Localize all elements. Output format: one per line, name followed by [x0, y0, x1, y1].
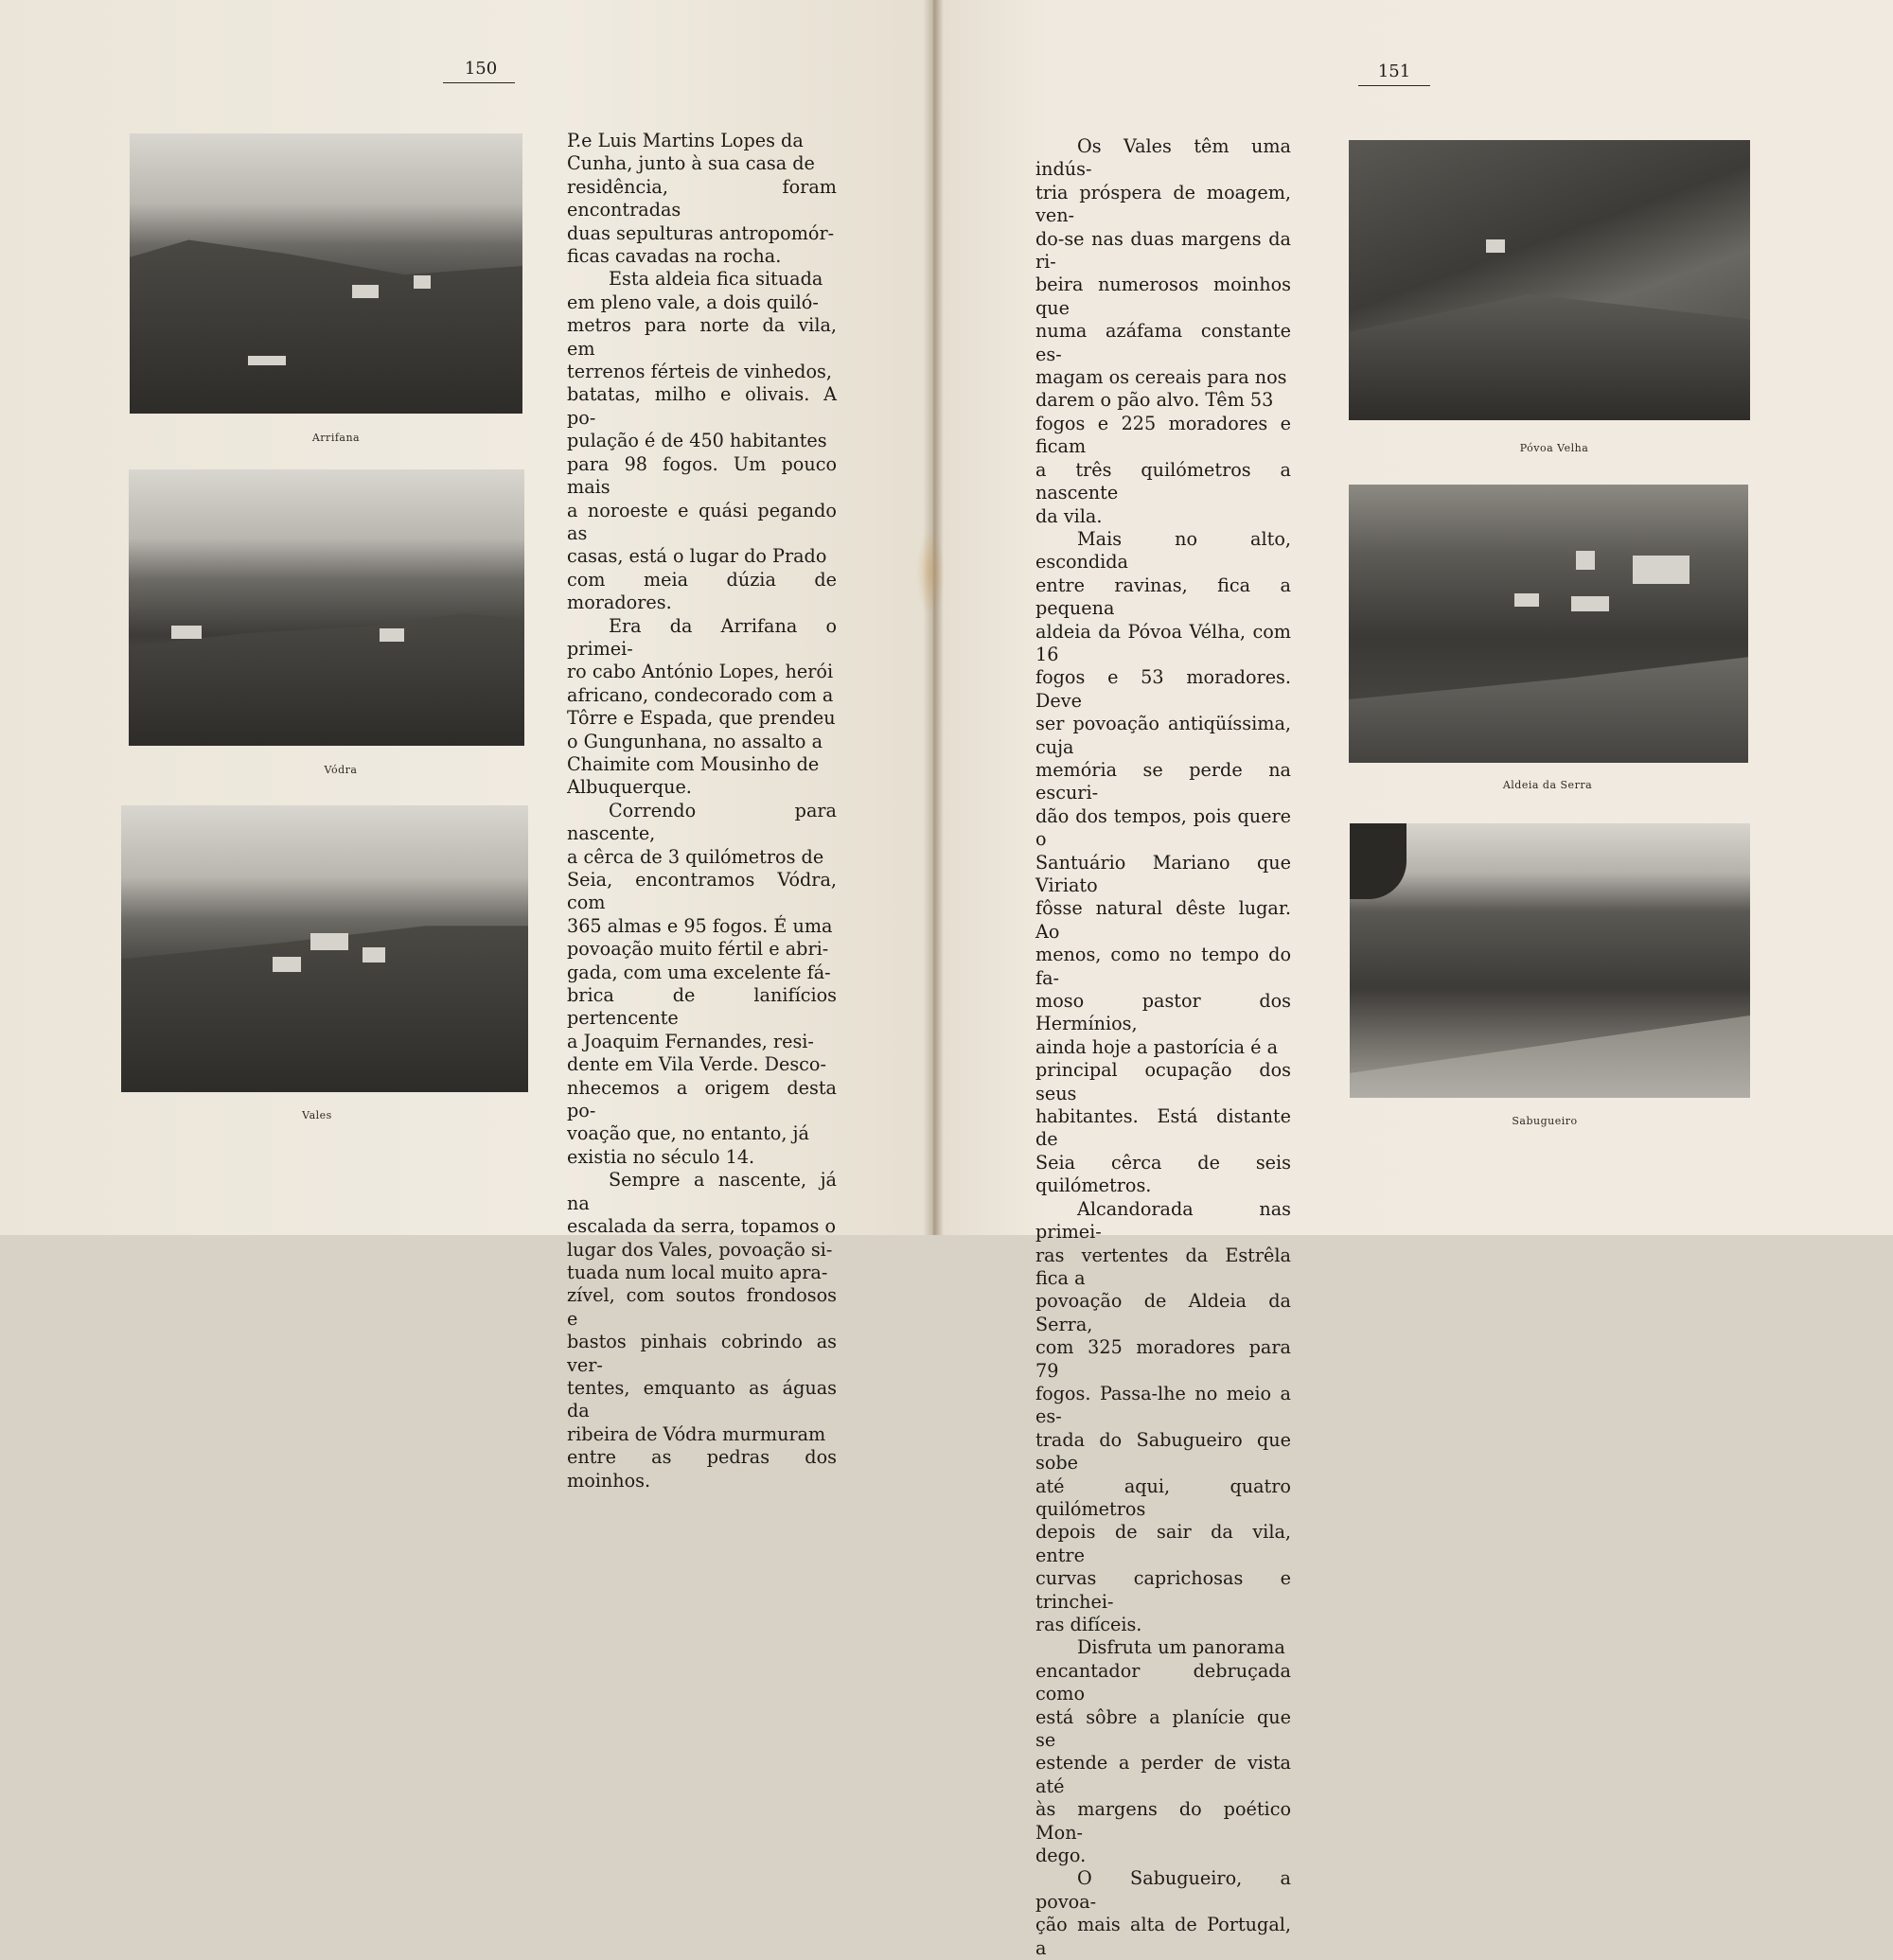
text-line: existia no século 14.: [567, 1145, 755, 1168]
photo-caption: Sabugueiro: [1512, 1115, 1578, 1127]
text-line: gada, com uma excelente fá-: [567, 961, 831, 983]
text-line: dente em Vila Verde. Desco-: [567, 1053, 826, 1076]
text-line: ainda hoje a pastorícia é a: [1035, 1035, 1279, 1058]
text-line: tria próspera de moagem, ven-: [1035, 181, 1291, 227]
text-line: P.e Luis Martins Lopes da: [567, 130, 804, 151]
text-line: do-se nas duas margens da ri-: [1035, 227, 1291, 274]
text-line: entre as pedras dos moinhos.: [567, 1446, 837, 1492]
text-line: tuada num local muito apra-: [567, 1261, 828, 1283]
text-line: nhecemos a origem desta po-: [567, 1076, 837, 1122]
text-line: Sempre a nascente, já na: [567, 1169, 837, 1214]
text-line: ser povoação antiqüíssima, cuja: [1035, 713, 1291, 758]
photo-caption: Aldeia da Serra: [1502, 779, 1593, 791]
text-line: duas sepulturas antropomór-: [567, 221, 835, 244]
text-line: moso pastor dos Hermínios,: [1035, 990, 1291, 1035]
text-line: Correndo para nascente,: [567, 799, 837, 845]
photo-caption: Póvoa Velha: [1519, 442, 1589, 454]
text-line: Seia cêrca de seis quilómetros.: [1035, 1151, 1291, 1197]
text-line: estende a perder de vista até: [1035, 1752, 1291, 1797]
text-line: brica de lanifícios pertencente: [567, 984, 837, 1030]
text-line: para 98 fogos. Um pouco mais: [567, 452, 837, 499]
text-line: encantador debruçada como: [1035, 1659, 1291, 1705]
text-line: em pleno vale, a dois quiló-: [567, 291, 819, 313]
page-number-rule: [1358, 85, 1430, 86]
text-line: a noroeste e quási pegando as: [567, 499, 837, 544]
text-line: dão dos tempos, pois quere o: [1035, 804, 1291, 851]
text-line: Era da Arrifana o primei-: [567, 614, 837, 660]
photo-caption: Vales: [302, 1109, 332, 1121]
text-line: Cunha, junto à sua casa de: [567, 152, 815, 175]
text-line: tentes, emquanto as águas da: [567, 1376, 837, 1422]
text-line: às margens do poético Mon-: [1035, 1798, 1291, 1844]
text-line: ção mais alta de Portugal, a: [1035, 1914, 1291, 1959]
text-line: ficas cavadas na rocha.: [567, 245, 782, 268]
text-line: a cêrca de 3 quilómetros de: [567, 845, 824, 868]
text-line: fogos e 53 moradores. Deve: [1035, 666, 1291, 712]
text-line: Tôrre e Espada, que prendeu: [567, 707, 836, 730]
photo-sabugueiro: [1350, 823, 1750, 1098]
text-line: com 325 moradores para 79: [1035, 1336, 1291, 1382]
book-gutter: [923, 0, 944, 1235]
text-line: menos, como no tempo do fa-: [1035, 944, 1291, 989]
text-line: Esta aldeia fica situada: [609, 268, 823, 291]
page-stain: [916, 530, 945, 615]
text-line: voação que, no entanto, já: [567, 1122, 809, 1145]
text-line: aldeia da Póvoa Vélha, com 16: [1035, 620, 1291, 665]
text-line: ro cabo António Lopes, herói: [567, 661, 834, 683]
text-line: até aqui, quatro quilómetros: [1035, 1474, 1291, 1520]
text-line: ras vertentes da Estrêla fica a: [1035, 1244, 1291, 1289]
right-page: [932, 0, 1893, 1959]
text-line: ribeira de Vódra murmuram: [567, 1422, 826, 1445]
photo-vales: [121, 805, 528, 1092]
text-line: povoação muito fértil e abri-: [567, 938, 829, 961]
text-line: habitantes. Está distante de: [1035, 1105, 1291, 1151]
text-line: lugar dos Vales, povoação si-: [567, 1238, 833, 1261]
text-line: fôsse natural dêste lugar. Ao: [1035, 897, 1291, 943]
text-line: a três quilómetros a nascente: [1035, 458, 1291, 504]
text-line: 365 almas e 95 fogos. É uma: [567, 914, 833, 937]
text-line: Seia, encontramos Vódra, com: [567, 869, 837, 914]
text-line: darem o pão alvo. Têm 53: [1035, 389, 1274, 412]
text-line: beira numerosos moinhos que: [1035, 274, 1291, 319]
text-line: magam os cereais para nos: [1035, 366, 1287, 389]
text-line: trada do Sabugueiro que sobe: [1035, 1428, 1291, 1474]
text-line: metros para norte da vila, em: [567, 314, 837, 360]
text-line: pulação é de 450 habitantes: [567, 430, 827, 452]
text-line: Albuquerque.: [567, 776, 692, 799]
text-line: batatas, milho e olivais. A po-: [567, 383, 837, 429]
tree-silhouette: [1350, 823, 1406, 899]
text-line: casas, está o lugar do Prado: [567, 545, 827, 568]
text-line: a Joaquim Fernandes, resi-: [567, 1030, 814, 1052]
text-line: está sôbre a planície que se: [1035, 1705, 1291, 1752]
text-line: Chaimite com Mousinho de: [567, 752, 820, 775]
text-line: zível, com soutos frondosos e: [567, 1284, 837, 1330]
text-line: Disfruta um panorama: [1077, 1636, 1285, 1659]
text-line: residência, foram encontradas: [567, 175, 837, 221]
text-line: Mais no alto, escondida: [1035, 527, 1291, 574]
text-line: o Gungunhana, no assalto a: [567, 730, 823, 752]
photo-povoa-velha: [1349, 140, 1750, 420]
text-line: depois de sair da vila, entre: [1035, 1521, 1291, 1566]
page-number-rule: [443, 82, 515, 83]
text-line: entre ravinas, fica a pequena: [1035, 574, 1291, 620]
text-line: numa azáfama constante es-: [1035, 320, 1291, 365]
page-number: 151: [1377, 62, 1411, 81]
text-line: principal ocupação dos seus: [1035, 1059, 1291, 1104]
text-line: povoação de Aldeia da Serra,: [1035, 1290, 1291, 1335]
text-line: fogos e 225 moradores e ficam: [1035, 412, 1291, 458]
left-text-column: [567, 130, 837, 1492]
text-line: Alcandorada nas primei-: [1035, 1197, 1291, 1244]
text-line: fogos. Passa-lhe no meio a es-: [1035, 1382, 1291, 1428]
text-line: bastos pinhais cobrindo as ver-: [567, 1331, 837, 1376]
text-line: curvas caprichosas e trinchei-: [1035, 1567, 1291, 1613]
left-page: [0, 0, 932, 1492]
photo-vodra: [129, 469, 524, 746]
text-line: Os Vales têm uma indús-: [1035, 135, 1291, 181]
text-line: memória se perde na escuri-: [1035, 758, 1291, 804]
text-line: dego.: [1035, 1845, 1087, 1867]
photo-caption: Arrifana: [311, 432, 361, 444]
text-line: O Sabugueiro, a povoa-: [1035, 1867, 1291, 1913]
photo-caption: Vódra: [324, 764, 358, 776]
text-line: escalada da serra, topamos o: [567, 1215, 837, 1238]
text-line: terrenos férteis de vinhedos,: [567, 361, 832, 383]
text-line: Santuário Mariano que Viriato: [1035, 851, 1291, 896]
photo-aldeia-da-serra: [1349, 485, 1748, 763]
text-line: da vila.: [1035, 504, 1103, 527]
text-line: com meia dúzia de moradores.: [567, 568, 837, 614]
page-number: 150: [464, 59, 498, 79]
text-line: ras difíceis.: [1035, 1614, 1142, 1635]
photo-arrifana: [130, 133, 522, 414]
right-text-column: [1035, 135, 1291, 1960]
text-line: africano, condecorado com a: [567, 683, 834, 706]
